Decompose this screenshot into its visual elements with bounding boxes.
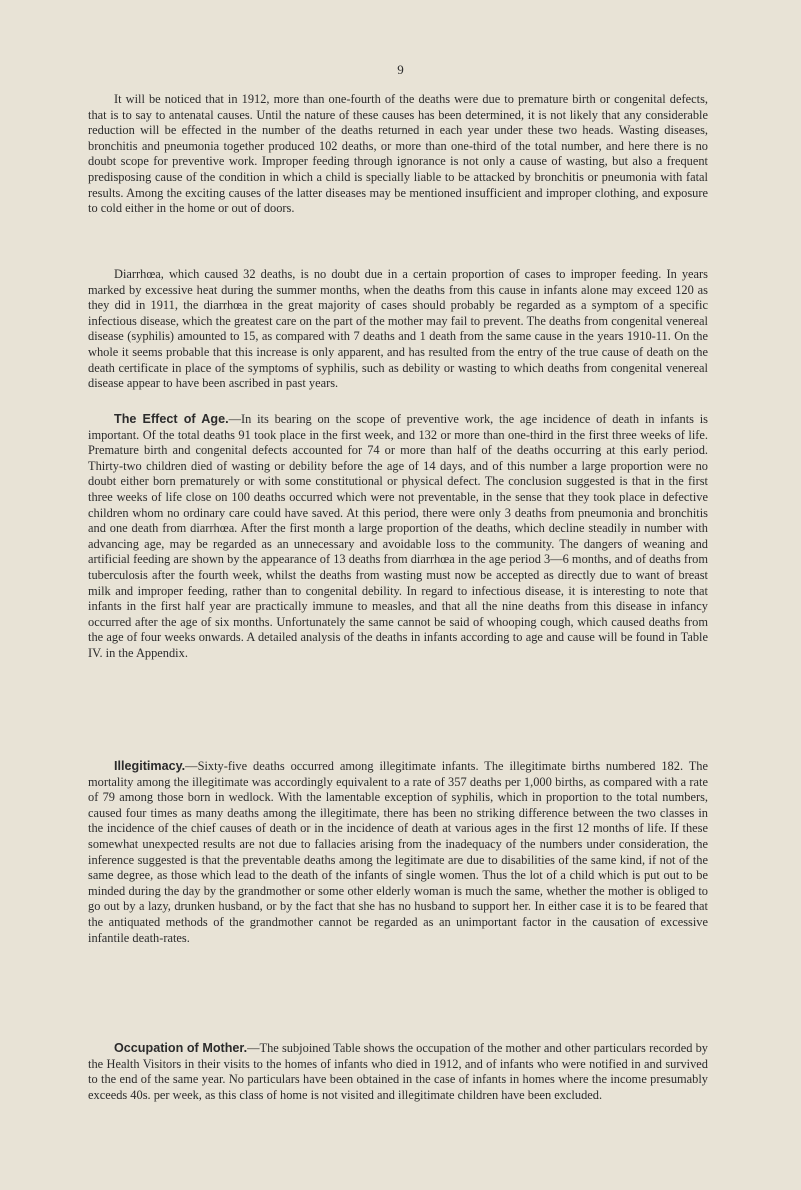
section-heading-occupation-of-mother: Occupation of Mother. (114, 1041, 248, 1055)
paragraph-text: Diarrhœa, which caused 32 deaths, is no doubt due in a certain proportion of cases to improper feeding. In years marked by excessive heat during the summer months, when the deaths from this cause in infants alone may exceed 120 as they did in 1911, the diarrhœa in the great majority of cases should probably be regarded as a symptom of a specific infectious disease, which the greatest care on the part of the mother may fail to prevent. The deaths from congenital venereal disease (syphilis) amounted to 15, as compared with 7 deaths and 1 death from the same cause in the years 1910-11. On the whole it seems probable that this increase is only apparent, and has resulted from the entry of the true cause of death on the death certificate in place of the symptoms of syphilis, such as debility or wasting to which deaths from congenital venereal disease appear to have been ascribed in past years. (88, 267, 708, 391)
paragraph-occupation-of-mother (88, 1041, 708, 1103)
paragraph-effect-of-age (88, 412, 708, 662)
paragraph-text: —The subjoined Table shows the occupation of the mother and other particulars recorded by the Health Visitors in their visits to the homes of infants who died in 1912, and of infants who were notified in and survived to the end of the same year. No particulars have been obtained in the case of infants in homes where the income presumably exceeds 40s. per week, as this class of home is not visited and illegitimate children have been excluded. (88, 1041, 708, 1102)
paragraph-text: —Sixty-five deaths occurred among illegitimate infants. The illegitimate births numbered 182. The mortality among the illegitimate was accordingly equivalent to a rate of 357 deaths per 1,000 births, as compared with a rate of 79 among those born in wedlock. With the lamentable exception of syphilis, which in proportion to the total numbers, caused four times as many deaths among the illegitimate, there has been no striking difference between the two classes in the incidence of the chief causes of death or in the incidence of death at various ages in the first 12 months of life. If these somewhat unexpected results are not due to fallacies arising from the inadequacy of the numbers under consideration, the inference suggested is that the preventable deaths among the legitimate are due to disabilities of the same kind, if not of the same degree, as those which lead to the death of the infants of single women. Thus the lot of a child which is put out to be minded during the day by the grandmother or some other elderly woman is much the same, whether the mother is obliged to go out by a lazy, drunken husband, or by the fact that she has no husband to support her. In either case it is to be feared that the antiquated methods of the grandmother cannot be regarded as an unimportant factor in the causation of excessive infantile death-rates. (88, 759, 708, 945)
paragraph-diarrhoea (88, 267, 708, 392)
section-heading-illegitimacy: Illegitimacy. (114, 759, 186, 773)
paragraph-premature-birth (88, 92, 708, 217)
page-number: 9 (397, 62, 404, 77)
paragraph-text: It will be noticed that in 1912, more than one-fourth of the deaths were due to premature birth or congenital defects, that is to say to antenatal causes. Until the nature of these causes has been determined, it is not likely that any considerable reduction will be effected in the number of the deaths returned in each year under these two heads. Wasting diseases, bronchitis and pneumonia together produced 102 deaths, or more than one-third of the total number, and here there is no doubt scope for preventive work. Improper feeding through ignorance is not only a cause of wasting, but also a frequent predisposing cause of the condition in which a child is specially liable to be attacked by bronchitis or pneumonia with fatal results. Among the exciting causes of the latter diseases may be mentioned insufficient and improper clothing, and exposure to cold either in the home or out of doors. (88, 92, 708, 216)
paragraph-illegitimacy (88, 759, 708, 946)
paragraph-text: —In its bearing on the scope of preventive work, the age incidence of death in infants is important. Of the total deaths 91 took place in the first week, and 132 or more than one-third in the first three weeks of life. Premature birth and congenital defects accounted for 74 or more than half of the deaths occurring at this early period. Thirty-two children died of wasting or debility before the age of 14 days, and of this number a large proportion were no doubt either born prematurely or with some constitutional or physical defect. The conclusion suggested is that in the first three weeks of life close on 100 deaths occurred which were not preventable, in the sense that they took place in defective children whom no ordinary care could have saved. At this period, there were only 3 deaths from pneumonia and bronchitis and one death from diarrhœa. After the first month a large proportion of the deaths, which decline steadily in number with advancing age, may be regarded as an unnecessary and avoidable loss to the community. The dangers of weaning and artificial feeding are shown by the appearance of 13 deaths from diarrhœa in the age period 3—6 months, and of deaths from tuberculosis after the fourth week, whilst the deaths from wasting must now be accepted as directly due to want of breast milk and improper feeding, rather than to congenital debility. In regard to infectious disease, it is interesting to note that infants in the first half year are practically immune to measles, and that all the nine deaths from this disease in infancy occurred after the age of six months. Unfortunately the same cannot be said of whooping cough, which caused deaths from the age of four weeks onwards. A detailed analysis of the deaths in infants according to age and cause will be found in Table IV. in the Appendix. (88, 412, 708, 660)
section-heading-effect-of-age: The Effect of Age. (114, 412, 229, 426)
